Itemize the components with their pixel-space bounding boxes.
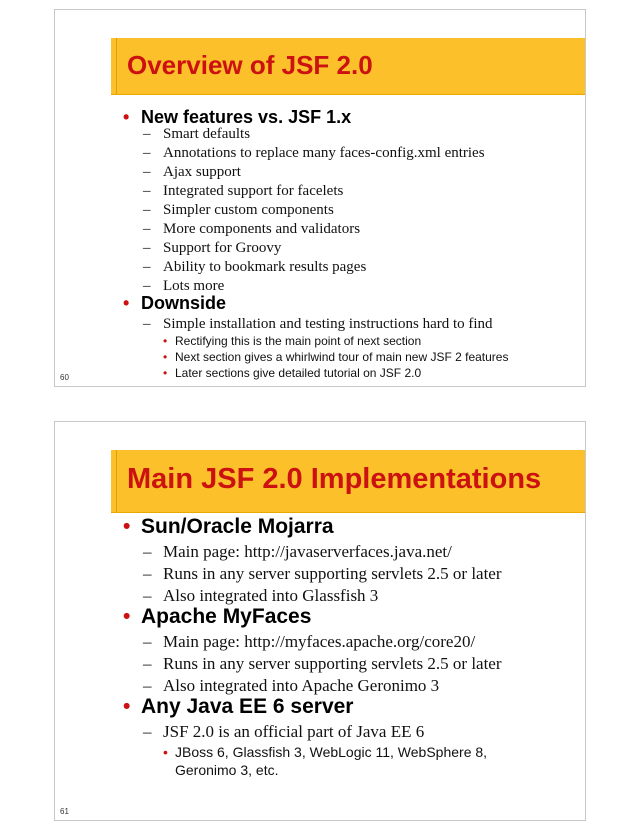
sub-item: – Also integrated into Glassfish 3	[143, 586, 379, 605]
bullet-text: Downside	[141, 293, 227, 313]
bullet-text: Sun/Oracle Mojarra	[141, 515, 334, 538]
slide-implementations	[54, 421, 586, 821]
sub-item: – Annotations to replace many faces-config.xml entries	[143, 145, 485, 161]
bullet-icon: •	[123, 605, 131, 628]
bullet-icon: •	[123, 107, 130, 127]
page-number: 60	[60, 373, 69, 382]
title-underline	[111, 512, 585, 513]
bullet-new-features	[123, 107, 351, 128]
sub-item: – Also integrated into Apache Geronimo 3	[143, 676, 440, 695]
bullet-text: Apache MyFaces	[141, 605, 312, 628]
bullet-icon: •	[123, 293, 130, 313]
sub-item: – Simpler custom components	[143, 202, 334, 218]
title-bar	[111, 38, 585, 94]
sub-item: – Main page: http://myfaces.apache.org/core20/	[143, 632, 476, 651]
sub-sub-item-continued: Geronimo 3, etc.	[175, 762, 279, 778]
sub-item: – Simple installation and testing instructions hard to find	[143, 316, 493, 332]
sub-sub-item: • Later sections give detailed tutorial on JSF 2.0	[163, 366, 422, 380]
sub-sub-item: • Rectifying this is the main point of next section	[163, 334, 422, 348]
slide-title: Main JSF 2.0 Implementations	[127, 463, 542, 495]
bullet-text: Any Java EE 6 server	[141, 695, 354, 718]
sub-sub-item: • JBoss 6, Glassfish 3, WebLogic 11, WebSphere 8,	[163, 744, 488, 760]
page-number: 61	[60, 807, 69, 816]
sub-item: – Main page: http://javaserverfaces.java.net/	[143, 542, 452, 561]
sub-item: – Runs in any server supporting servlets 2.5 or later	[143, 654, 502, 673]
sub-item: – Smart defaults	[143, 126, 251, 142]
bullet-icon: •	[123, 515, 131, 538]
sub-item: – Support for Groovy	[143, 240, 282, 256]
sub-item: – Integrated support for facelets	[143, 183, 344, 199]
sub-sub-item: • Next section gives a whirlwind tour of main new JSF 2 features	[163, 350, 509, 364]
bullet-myfaces	[123, 605, 311, 629]
bullet-text: New features vs. JSF 1.x	[141, 107, 352, 127]
sub-item: – Lots more	[143, 278, 225, 294]
title-underline	[111, 94, 585, 95]
title-bar	[111, 450, 585, 512]
bullet-mojarra	[123, 515, 334, 539]
sub-item: – Ability to bookmark results pages	[143, 259, 367, 275]
slide-title: Overview of JSF 2.0	[127, 50, 373, 80]
bullet-downside	[123, 293, 226, 314]
sub-item: – JSF 2.0 is an official part of Java EE 6	[143, 722, 425, 741]
sub-item: – More components and validators	[143, 221, 361, 237]
bullet-javaee6	[123, 695, 353, 719]
slide-overview	[54, 9, 586, 387]
sub-item: – Runs in any server supporting servlets 2.5 or later	[143, 564, 502, 583]
sub-item: – Ajax support	[143, 164, 241, 180]
bullet-icon: •	[123, 695, 131, 718]
